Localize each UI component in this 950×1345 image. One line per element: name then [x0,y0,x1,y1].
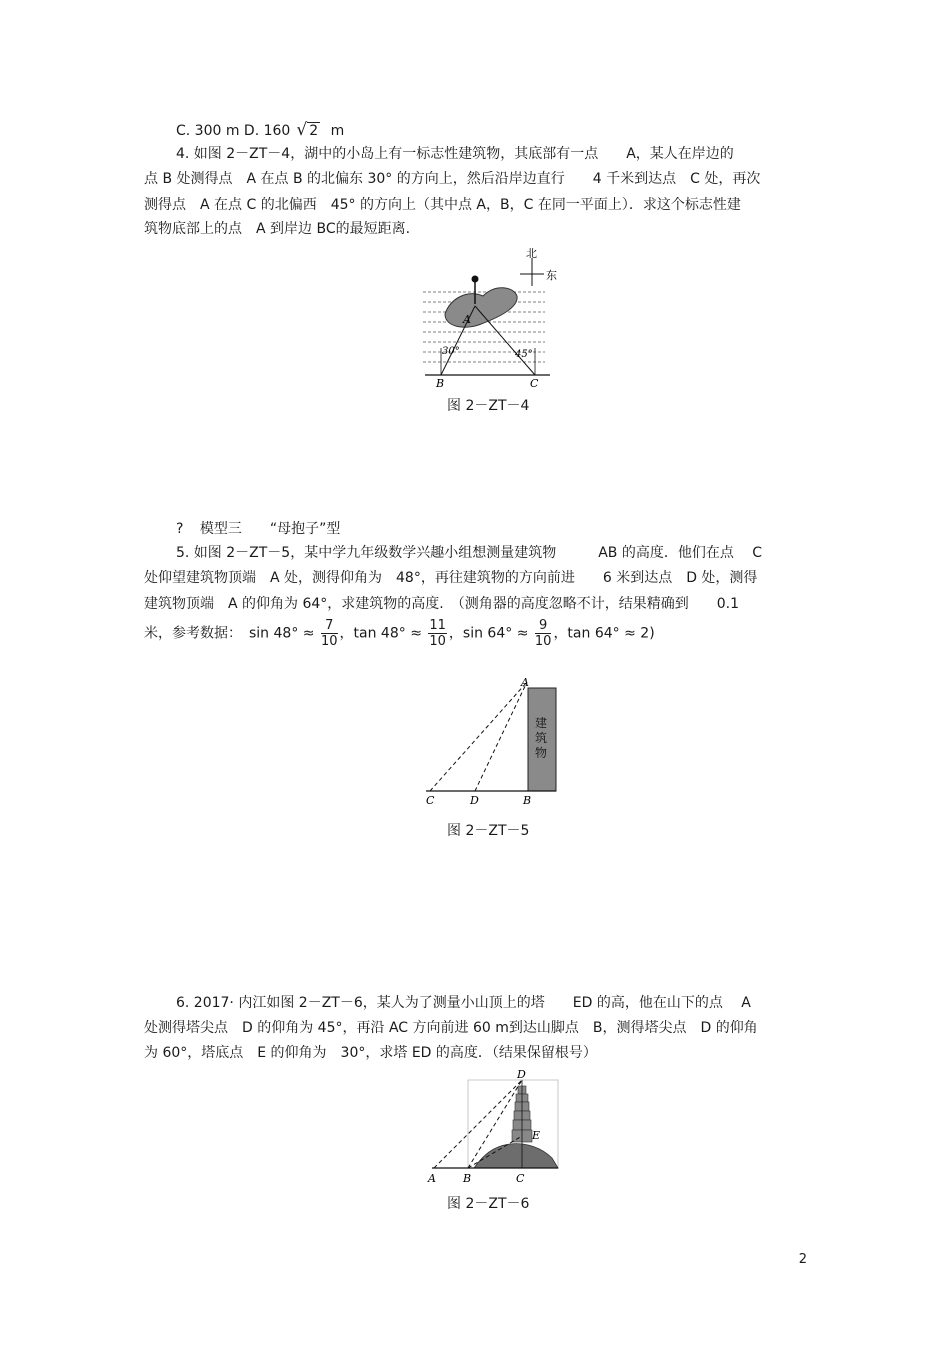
island-shape [445,288,517,327]
caption-2-zt-4: 图 2－ZT－4 [447,398,530,414]
sqrt-argument: 2 [309,123,319,139]
q4-line-1: 4. 如图 2－ZT－4，湖中的小岛上有一标志性建筑物，其底部有一点 A，某人在岸边的 [176,146,734,162]
q4-line-3: 测得点 A 在点 C 的北偏西 45° 的方向上（其中点 A，B，C 在同一平面上）．求这个标志性建 [144,197,741,213]
angle-b-label: 30° [442,346,460,357]
ref-approx-2: ≈ [410,625,422,642]
q5-line-2: 处仰望建筑物顶端 A 处，测得仰角为 48°，再往建筑物的方向前进 6 米到达点 D 处，测得 [144,570,758,586]
model3-title: 模型三 “母抱子”型 [199,521,341,537]
fraction-sin64 [535,618,552,649]
ref-tan64: ，tan 64° [553,625,620,642]
sight-line-da [475,682,527,791]
point-b-label: B [523,794,532,807]
point-d-label: D [517,1068,526,1081]
fraction-tan48 [428,618,447,649]
caption-2-zt-5: 图 2－ZT－5 [447,823,530,839]
point-a-label: A [428,1172,436,1185]
point-d-label: D [470,794,479,807]
q5-reference-data [144,618,655,649]
q6-line-1: 6. 2017· 内江如图 2－ZT－6，某人为了测量小山顶上的塔 ED 的高，他在山下的点 A [176,995,751,1011]
ref-end: ≈ 2) [624,625,655,642]
ref-approx-3: ≈ [516,625,529,642]
point-c-label: C [530,377,539,390]
q3-options-text: C. 300 m D. 160 [176,123,291,139]
point-a-label: A [463,313,471,326]
ref-tan48: ，tan 48° [339,625,406,642]
compass-north-label: 北 [526,247,537,260]
ref-approx-1: ≈ [302,625,315,642]
fraction-sin48 [321,618,338,649]
segment-ac [475,306,535,375]
point-c-label: C [426,794,435,807]
q3-unit: m [330,123,345,139]
q4-line-4: 筑物底部上的点 A 到岸边 BC的最短距离. [144,221,411,237]
fraction-numerator: 7 [321,618,338,634]
q3-options [176,120,344,141]
compass-east-label: 东 [546,269,557,282]
q5-line-1: 5. 如图 2－ZT－5，某中学九年级数学兴趣小组想测量建筑物 AB 的高度．他们在点 C [176,545,763,561]
landmark-top [472,276,479,283]
fraction-numerator: 11 [429,618,446,633]
ref-prefix: 米，参考数据： sin 48° [144,625,299,642]
hill-shape [474,1144,558,1168]
model3-heading [176,519,340,539]
sqrt-expression: √ 2 [296,120,319,140]
point-b-label: B [436,377,445,390]
figure-2-zt-4 [415,244,575,390]
point-b-label: B [463,1172,472,1185]
ref-sin64: ，sin 64° [448,625,513,642]
fraction-denominator: 10 [534,634,552,649]
q6-line-2: 处测得塔尖点 D 的仰角为 45°，再沿 AC 方向前进 60 m到达山脚点 B，测得塔尖点 D 的仰角 [144,1020,758,1036]
building-char-3: 物 [535,746,548,760]
angle-c-label: 45° [515,349,533,360]
sight-line-ca [430,682,527,791]
caption-2-zt-6: 图 2－ZT－6 [447,1196,530,1212]
point-a-label: A [521,676,529,689]
point-c-label: C [516,1172,525,1185]
fraction-denominator: 10 [429,634,446,649]
building-char-2: 筑 [535,731,548,745]
fraction-numerator: 9 [535,618,552,634]
model3-bullet: ? [176,521,184,537]
q4-line-2: 点 B 处测得点 A 在点 B 的北偏东 30° 的方向上，然后沿岸边直行 4 千米到达点 C 处，再次 [144,171,761,187]
q6-line-3: 为 60°，塔底点 E 的仰角为 30°，求塔 ED 的高度．（结果保留根号） [144,1045,597,1061]
point-e-label: E [532,1129,541,1142]
building-char-1: 建 [535,716,548,730]
q5-line-3: 建筑物顶端 A 的仰角为 64°，求建筑物的高度. （测角器的高度忽略不计，结果精确到 0.1 [144,596,740,612]
fraction-denominator: 10 [320,634,338,649]
figure-2-zt-5 [418,673,568,808]
page-number: 2 [798,1252,807,1267]
figure-2-zt-6 [422,1066,562,1188]
